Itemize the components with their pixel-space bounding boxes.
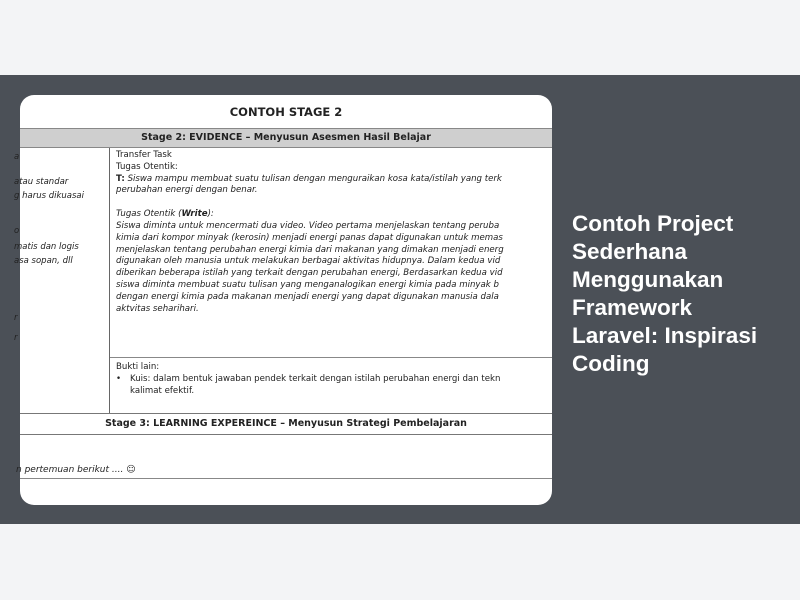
paragraph-line: dengan energi kimia pada makanan menjadi energi yang dapat digunakan manusia dala: [116, 291, 499, 302]
paragraph-line: Siswa diminta untuk mencermati dua video. Video pertama menjelaskan tentang peruba: [116, 220, 500, 231]
paragraph-line: siswa diminta membuat suatu tulisan yang menganalogikan energi kimia pada minyak b: [116, 279, 499, 290]
t-text-line: Siswa mampu membuat suatu tulisan dengan menguraikan kosa kata/istilah yang terk: [127, 173, 502, 184]
kuis-line: Kuis: dalam bentuk jawaban pendek terkait dengan istilah perubahan energi dan tekn: [130, 374, 501, 384]
left-column: [14, 148, 110, 413]
t-text-line: perubahan energi dengan benar.: [116, 185, 258, 196]
left-fragment: atau standar: [14, 177, 69, 187]
left-fragment: a: [14, 152, 20, 162]
transfer-task-label: Transfer Task: [116, 150, 172, 160]
paragraph-line: digunakan oleh manusia untuk melakukan berbagai aktivitas hidupnya. Dalam kedua vid: [116, 256, 501, 267]
left-fragment: asa sopan, dll: [14, 256, 73, 266]
left-fragment: g harus dikuasai: [14, 191, 84, 201]
bottom-divider: [20, 478, 552, 479]
evidence-text: [116, 150, 586, 315]
tugas-write-label: Tugas Otentik (Write):: [116, 209, 214, 220]
paragraph-line: kimia dari kompor minyak (kerosin) menjadi energi panas dapat digunakan untuk memas: [116, 232, 503, 243]
tugas-otentik-label: Tugas Otentik:: [116, 161, 178, 172]
bukti-lain-section: [116, 361, 500, 397]
footer-text: n pertemuan berikut .... ☺: [16, 465, 136, 475]
left-fragment: r: [14, 313, 18, 323]
paragraph-line: aktvitas seharihari.: [116, 303, 199, 314]
write-word: Write: [181, 209, 208, 220]
row-divider: [110, 357, 552, 358]
article-headline[interactable]: Contoh Project Sederhana Menggunakan Framework Laravel: Inspirasi Coding: [572, 211, 758, 376]
stage2-header: Stage 2: EVIDENCE – Menyusun Asesmen Hasil Belajar: [20, 128, 552, 148]
left-fragment: r: [14, 333, 18, 343]
bullet: •: [116, 374, 122, 384]
t-prefix: T:: [116, 173, 125, 184]
document-title: CONTOH STAGE 2: [229, 105, 343, 119]
paragraph-line: menjelaskan tentang perubahan energi kimia dari makanan yang dimakan menjadi energ: [116, 244, 504, 255]
stage3-header: Stage 3: LEARNING EXPEREINCE – Menyusun Strategi Pembelajaran: [20, 413, 552, 435]
document-image-card: [14, 95, 552, 505]
left-fragment: o: [14, 226, 20, 236]
paragraph-line: diberikan beberapa istilah yang terkait dengan perubahan energi, Berdasarkan kedua vid: [116, 268, 503, 279]
bukti-lain-label: Bukti lain:: [116, 362, 160, 372]
kuis-line: kalimat efektif.: [130, 386, 195, 396]
left-fragment: matis dan logis: [14, 242, 79, 252]
